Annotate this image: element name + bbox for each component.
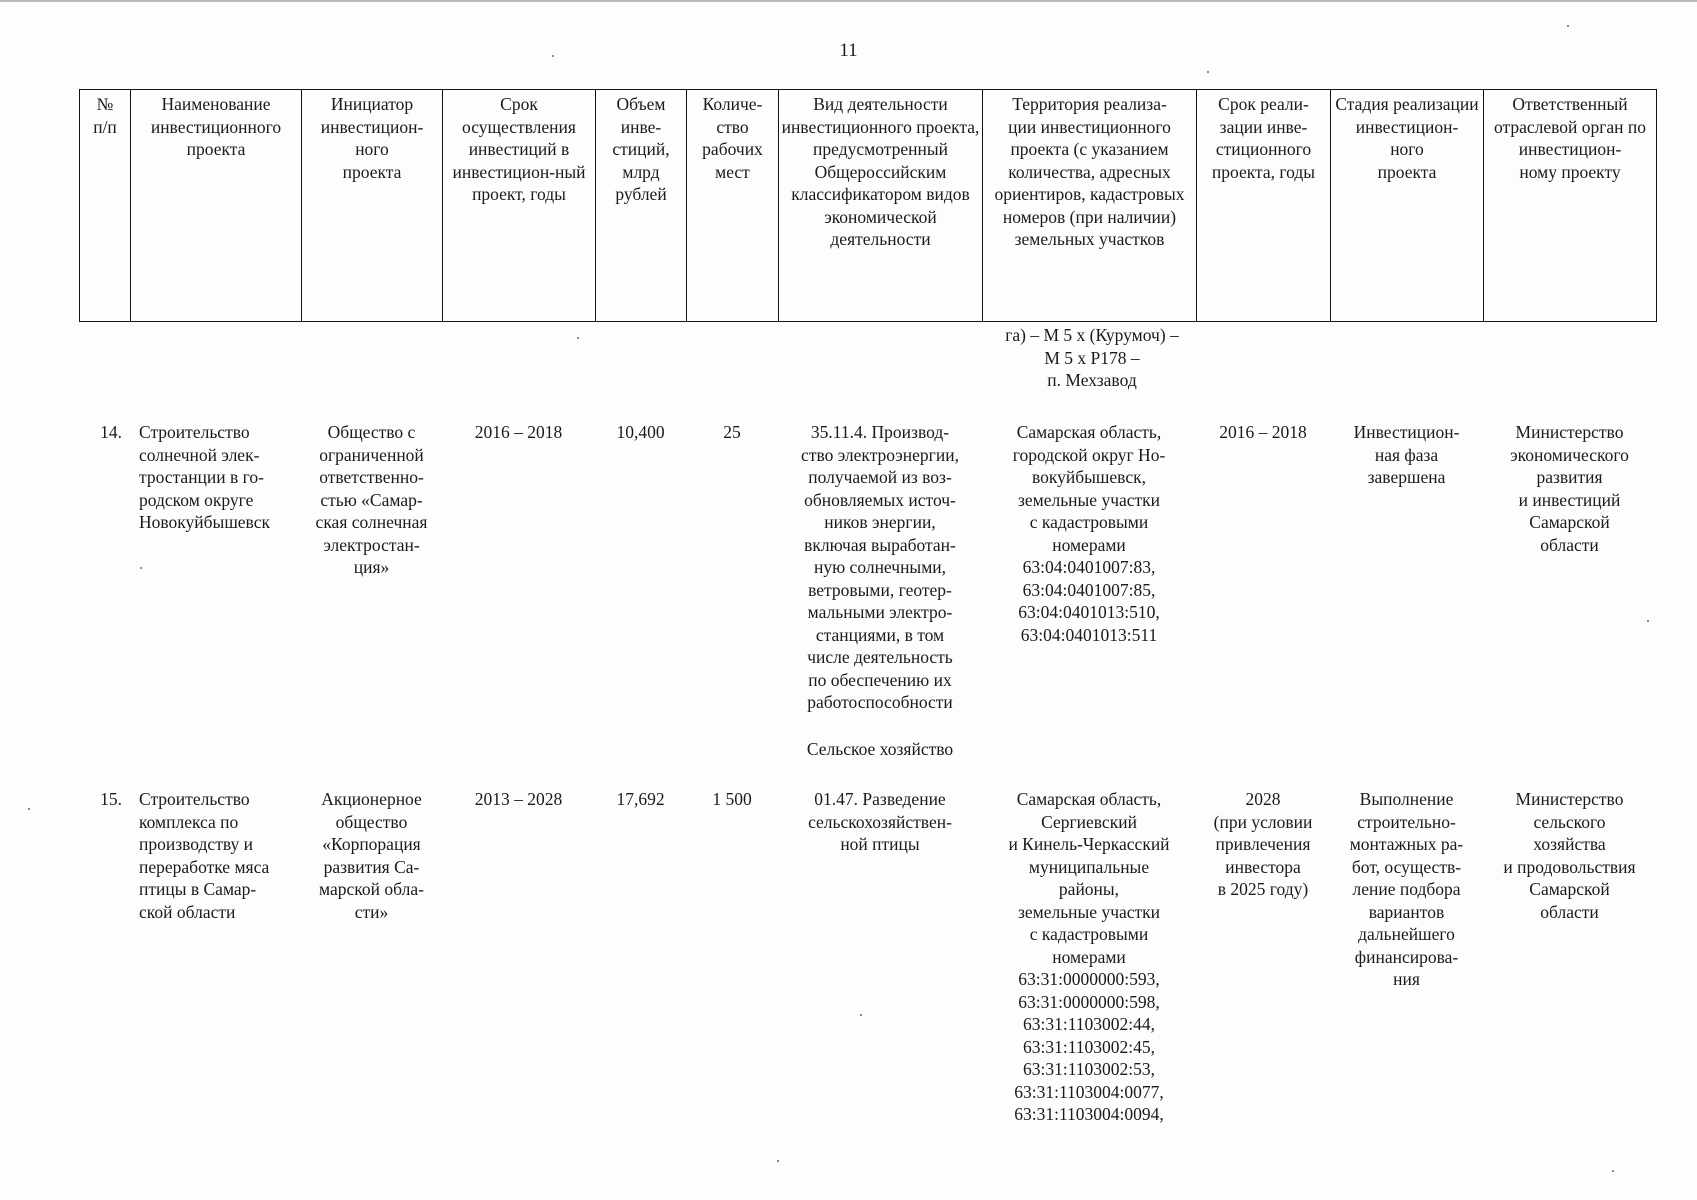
project-name: Строительство солнечной элек- тростанции в го- родском округе Новокуйбышевск — [139, 422, 270, 532]
project-initiator: Общество с ограниченной ответственно- стью «Самар- ская солнечная электростан- ция» — [315, 422, 428, 577]
job-count: 1 500 — [712, 789, 752, 809]
header-responsible-body: Ответственный отраслевой орган по инвестицион- ному проекту — [1484, 90, 1657, 322]
table-header — [79, 89, 1657, 322]
project-stage: Выполнение строительно- монтажных ра- бот, осуществ- ление подбора вариантов дальнейшего финансирова- ния — [1349, 789, 1464, 989]
page-number: 11 — [839, 40, 858, 61]
header-activity: Вид деятельности инвестиционного проекта, предусмотренный Общероссийским классификатором видов экономической деятельности — [779, 90, 983, 322]
header-volume: Объем инве- стиций, млрд рублей — [596, 90, 687, 322]
scan-speck — [1567, 25, 1569, 27]
row-number: 14. — [100, 422, 122, 442]
project-initiator: Акционерное общество «Корпорация развития Са- марской обла- сти» — [319, 789, 424, 922]
territory: Самарская область, Сергиевский и Кинель-Черкасский муниципальные районы, земельные участки с кадастровыми номерами 63:31:0000000:593, 63:31:0000000:598, 63:31:1103002:44, 63:31:1103002:45, 63:31:1103002:53, 63:31:1103004:0077, 63:31:1103004:0094, — [1008, 789, 1170, 1124]
investment-period: 2016 – 2018 — [474, 422, 563, 442]
implementation-period: 2016 – 2018 — [1219, 422, 1307, 442]
project-stage: Инвестицион- ная фаза завершена — [1353, 422, 1460, 487]
scan-speck — [552, 55, 554, 57]
scan-top-edge — [0, 0, 1697, 2]
header-territory: Территория реализа- ции инвестиционного проекта (с указанием количества, адресных ориентиров, кадастровых номеров (при наличии) земельных участков — [983, 90, 1197, 322]
header-jobs: Количе- ство рабочих мест — [687, 90, 779, 322]
header-impl-period: Срок реали- зации инве- стиционного проекта, годы — [1197, 90, 1331, 322]
scan-speck — [1647, 620, 1649, 622]
investment-volume: 17,692 — [616, 789, 665, 809]
header-invest-period: Срок осуществления инвестиций в инвестицион-ный проект, годы — [443, 90, 596, 322]
header-num: № п/п — [80, 90, 131, 322]
scan-speck — [1207, 71, 1209, 73]
activity-type: 01.47. Разведение сельскохозяйствен- ной птицы — [808, 789, 952, 854]
header-initiator: Инициатор инвестицион- ного проекта — [302, 90, 443, 322]
scan-speck — [860, 1014, 862, 1016]
scan-speck — [140, 567, 142, 569]
responsible-body: Министерство экономического развития и инвестиций Самарской области — [1510, 422, 1629, 555]
project-name: Строительство комплекса по производству и переработке мяса птицы в Самар- ской области — [139, 789, 270, 922]
header-stage: Стадия реализации инвестицион- ного проекта — [1331, 90, 1484, 322]
activity-type: 35.11.4. Производ- ство электроэнергии, получаемой из воз- обновляемых источ- ников энергии, включая выработан- ную солнечными, ветровыми, геотер- мальными электро- станциями, в том числе деятельность по обеспечению их работоспособности — [801, 422, 959, 712]
scan-speck — [577, 337, 579, 339]
job-count: 25 — [723, 422, 741, 442]
scan-speck — [28, 808, 30, 810]
territory-continuation: га) – М 5 х (Курумоч) – М 5 х Р178 – п. Мехзавод — [1005, 325, 1179, 390]
responsible-body: Министерство сельского хозяйства и продовольствия Самарской области — [1503, 789, 1636, 922]
territory: Самарская область, городской округ Но- вокуйбышевск, земельные участки с кадастровыми номерами 63:04:0401007:83, 63:04:0401007:85, 63:04:0401013:510, 63:04:0401013:511 — [1012, 422, 1166, 645]
row-number: 15. — [100, 789, 122, 809]
investment-volume: 10,400 — [616, 422, 665, 442]
section-title: Сельское хозяйство — [806, 739, 954, 759]
scan-speck — [777, 1160, 779, 1162]
implementation-period: 2028 (при условии привлечения инвестора в 2025 году) — [1213, 789, 1313, 899]
scan-speck — [1612, 1170, 1614, 1172]
header-name: Наименование инвестиционного проекта — [131, 90, 302, 322]
investment-period: 2013 – 2028 — [474, 789, 563, 809]
